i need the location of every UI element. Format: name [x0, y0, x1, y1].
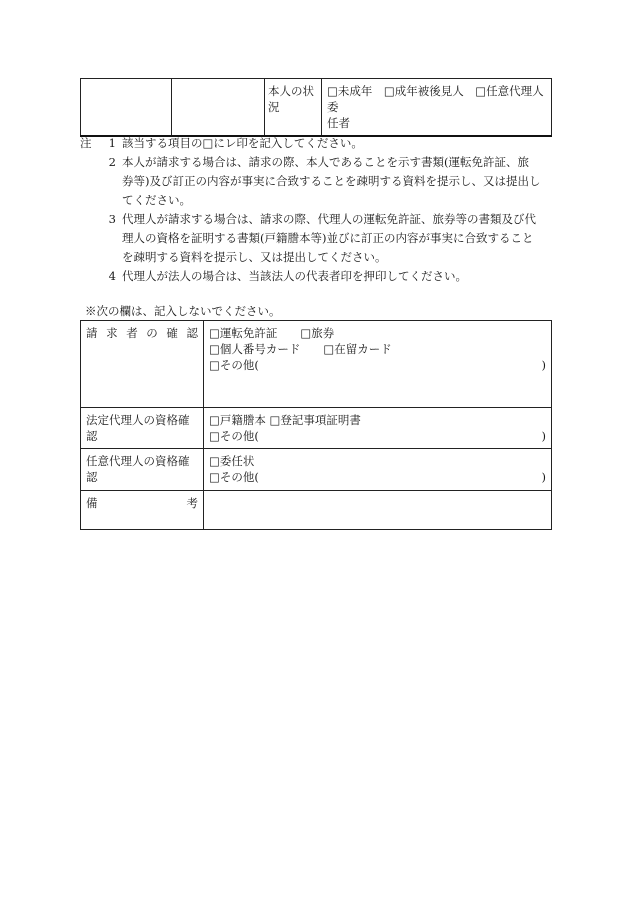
status-options-line1: □未成年 □成年被後見人 □任意代理人委: [327, 84, 544, 114]
note-line: 該当する項目の□にレ印を記入してください。: [122, 136, 363, 150]
label-char: 認: [186, 326, 198, 340]
status-label-cell: [265, 79, 322, 137]
note-line: 代理人が請求する場合は、請求の際、代理人の運転免許証、旅券等の書類及び代: [122, 212, 536, 226]
label-char: 者: [126, 326, 138, 340]
voluntary-agent-check-row: [81, 449, 552, 491]
notes-heading: 注: [80, 136, 92, 150]
requester-check-options[interactable]: [204, 321, 552, 408]
note-item-2: [80, 153, 552, 210]
status-label-line2: 況: [268, 100, 280, 114]
close-paren: ): [541, 429, 546, 443]
note-line: 理人の資格を証明する書類(戸籍謄本等)並びに訂正の内容が事実に合致すること: [122, 231, 534, 245]
status-label-line1: 本人の状: [268, 84, 314, 98]
note-line: てください。: [122, 193, 191, 207]
office-use-note: ※次の欄は、記入しないでください。: [85, 304, 281, 318]
note-item-3: [80, 210, 552, 267]
note-line: を疎明する資料を提示し、又は提出してください。: [122, 250, 387, 264]
note-item-4: [80, 267, 552, 286]
label-char: 備: [86, 496, 98, 510]
label-char: 考: [186, 496, 198, 510]
request-form-tail-table: [80, 78, 552, 137]
note-number: 4: [108, 269, 116, 283]
label-char: 確: [166, 326, 178, 340]
option-line: □戸籍謄本 □登記事項証明書: [209, 413, 361, 427]
label-char: の: [146, 326, 158, 340]
option-line: □委任状: [209, 454, 255, 468]
note-number: 2: [108, 155, 116, 169]
voluntary-agent-check-label: 任意代理人の資格確認: [81, 449, 204, 491]
option-line: □運転免許証 □旅券: [209, 326, 335, 340]
remarks-field[interactable]: [204, 491, 552, 530]
close-paren: ): [541, 470, 546, 484]
close-paren: ): [541, 358, 546, 372]
blank-cell-2[interactable]: [172, 79, 265, 137]
note-number: 3: [108, 212, 116, 226]
office-use-table: [80, 320, 552, 530]
legal-agent-check-options[interactable]: [204, 408, 552, 449]
other-option: □その他(: [209, 429, 259, 443]
note-item-1: [80, 134, 552, 153]
note-number: 1: [108, 136, 116, 150]
remarks-label: [81, 491, 204, 530]
requester-check-row: [81, 321, 552, 408]
blank-cell-1[interactable]: [81, 79, 172, 137]
note-line: 券等)及び訂正の内容が事実に合致することを疎明する資料を提示し、又は提出し: [122, 174, 541, 188]
notes-section: [80, 134, 552, 286]
other-option: □その他(: [209, 358, 259, 372]
status-options-line2: 任者: [327, 116, 350, 130]
status-options-cell[interactable]: [322, 79, 552, 137]
other-option: □その他(: [209, 470, 259, 484]
remarks-row: [81, 491, 552, 530]
note-line: 本人が請求する場合は、請求の際、本人であることを示す書類(運転免許証、旅: [122, 155, 529, 169]
requester-check-label: [81, 321, 204, 408]
note-line: 代理人が法人の場合は、当該法人の代表者印を押印してください。: [122, 269, 467, 283]
legal-agent-check-row: [81, 408, 552, 449]
voluntary-agent-check-options[interactable]: [204, 449, 552, 491]
legal-agent-check-label: 法定代理人の資格確認: [81, 408, 204, 449]
option-line: □個人番号カード □在留カード: [209, 342, 392, 356]
label-char: 請: [86, 326, 98, 340]
label-char: 求: [106, 326, 118, 340]
